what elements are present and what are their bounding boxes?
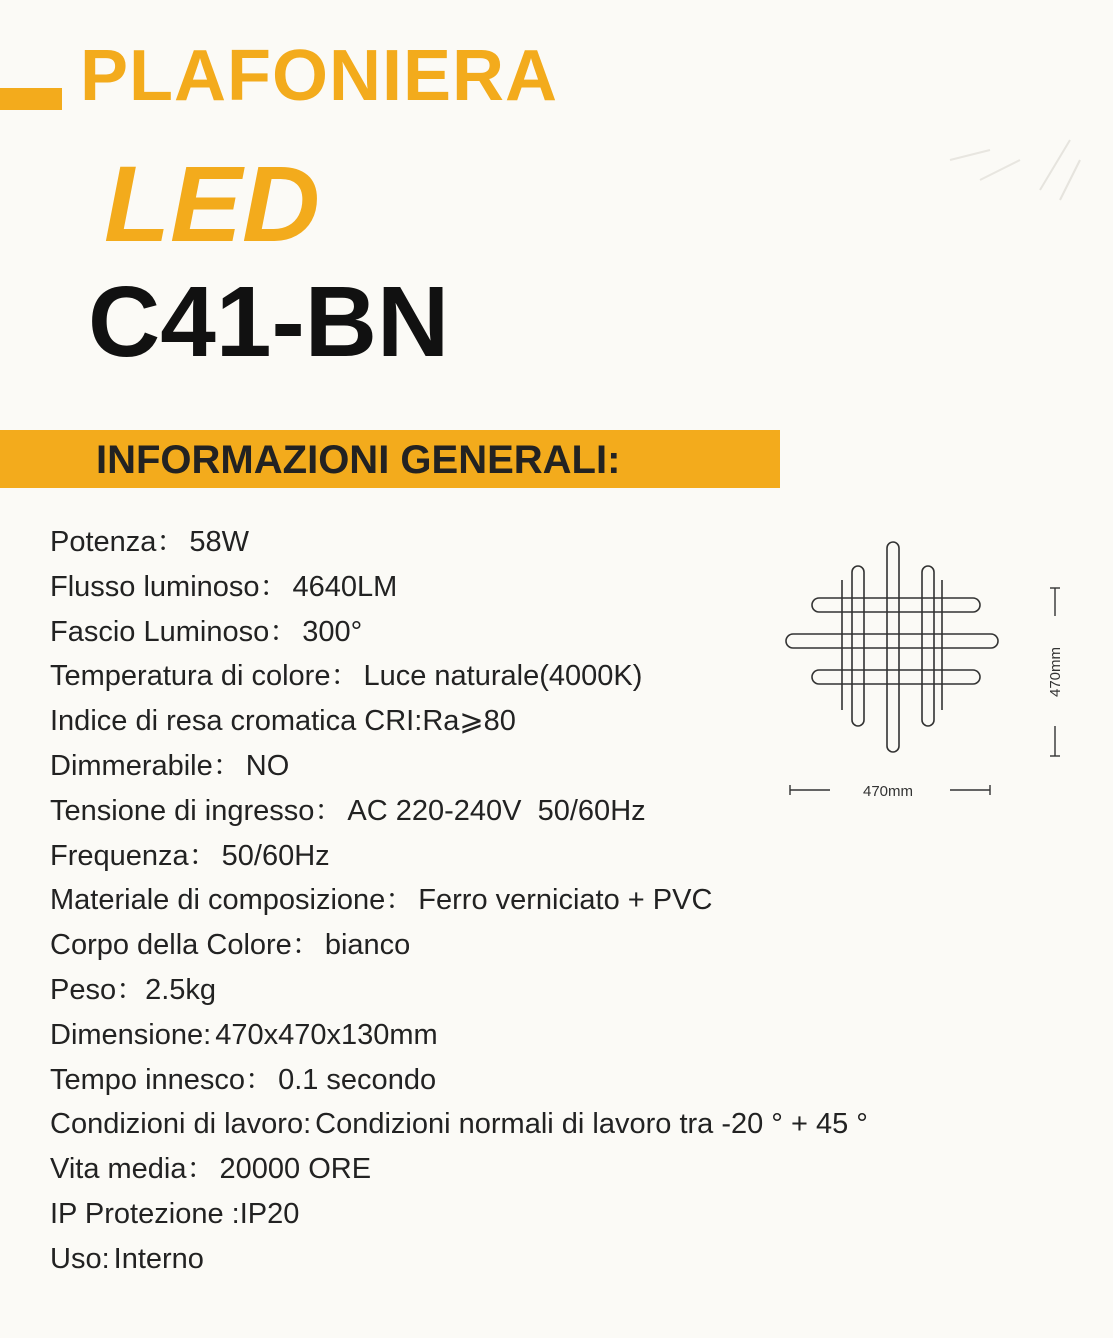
spec-value: Ra⩾80 — [422, 705, 516, 738]
spec-label: Tensione di ingresso： — [50, 794, 344, 827]
spec-value: 0.1 secondo — [278, 1063, 437, 1096]
spec-row-tensione — [50, 789, 868, 834]
spec-value: Condizioni normali di lavoro tra -20 ° + 45 ° — [315, 1108, 868, 1141]
spec-label: Dimmerabile： — [50, 749, 242, 782]
spec-value: 20000 ORE — [219, 1153, 372, 1186]
spec-label: Indice di resa cromatica CRI: — [50, 705, 423, 738]
spec-row-cri — [50, 699, 868, 744]
product-type-title: PLAFONIERA — [80, 36, 558, 116]
model-number: C41-BN — [88, 266, 450, 378]
spec-value: 50/60Hz — [221, 839, 330, 872]
spec-value: 58W — [189, 526, 250, 558]
spec-value: bianco — [324, 929, 411, 962]
spec-row-flusso — [50, 565, 868, 610]
spec-value: NO — [245, 749, 290, 782]
spec-row-uso — [50, 1237, 868, 1282]
spec-label: IP Protezione : — [50, 1197, 240, 1230]
spec-label: Condizioni di lavoro: — [50, 1108, 312, 1141]
spec-label: Vita media： — [50, 1153, 216, 1186]
spec-label: Fascio Luminoso： — [50, 615, 299, 648]
spec-row-condizioni — [50, 1102, 868, 1147]
spec-value: IP20 — [239, 1197, 300, 1230]
spec-value: 300° — [302, 615, 363, 648]
spec-value: 470x470x130mm — [215, 1018, 438, 1051]
spec-label: Peso： — [50, 973, 146, 1006]
spec-label: Tempo innesco： — [50, 1063, 275, 1096]
spec-label: Potenza： — [50, 526, 186, 558]
spec-value: Ferro verniciato + PVC — [418, 884, 713, 917]
width-label: 470mm — [862, 783, 914, 800]
spec-value: Luce naturale(4000K) — [363, 660, 643, 693]
spec-row-materiale — [50, 878, 868, 923]
spec-label: Corpo della Colore： — [50, 929, 321, 962]
spec-row-dimensione — [50, 1013, 868, 1058]
spec-row-vita — [50, 1147, 868, 1192]
spec-row-tempo — [50, 1058, 868, 1103]
spec-label: Dimensione: — [50, 1018, 212, 1051]
spec-row-ip — [50, 1192, 868, 1237]
spec-list — [50, 520, 868, 1282]
spec-row-potenza — [50, 520, 868, 565]
product-tech-title: LED — [104, 143, 320, 264]
spec-label: Materiale di composizione： — [50, 884, 415, 917]
spec-value: Interno — [113, 1242, 204, 1275]
spec-value: AC 220-240V 50/60Hz — [347, 794, 646, 827]
height-label: 470mm — [1047, 646, 1064, 698]
spec-label: Temperatura di colore： — [50, 660, 360, 693]
accent-bar — [0, 88, 62, 110]
lamp-dimension-diagram — [780, 540, 1070, 810]
lamp-outline — [786, 542, 998, 752]
spec-value: 4640LM — [292, 570, 398, 603]
decorative-streaks — [930, 130, 1090, 210]
spec-label: Uso: — [50, 1242, 110, 1275]
section-title: INFORMAZIONI GENERALI: — [96, 438, 621, 482]
spec-row-frequenza — [50, 834, 868, 879]
spec-row-colore — [50, 923, 868, 968]
spec-row-temperatura — [50, 654, 868, 699]
spec-row-peso — [50, 968, 868, 1013]
spec-row-dimmerabile — [50, 744, 868, 789]
spec-value: 2.5kg — [145, 973, 217, 1006]
spec-row-fascio — [50, 610, 868, 655]
spec-label: Frequenza： — [50, 839, 218, 872]
spec-label: Flusso luminoso： — [50, 570, 289, 603]
